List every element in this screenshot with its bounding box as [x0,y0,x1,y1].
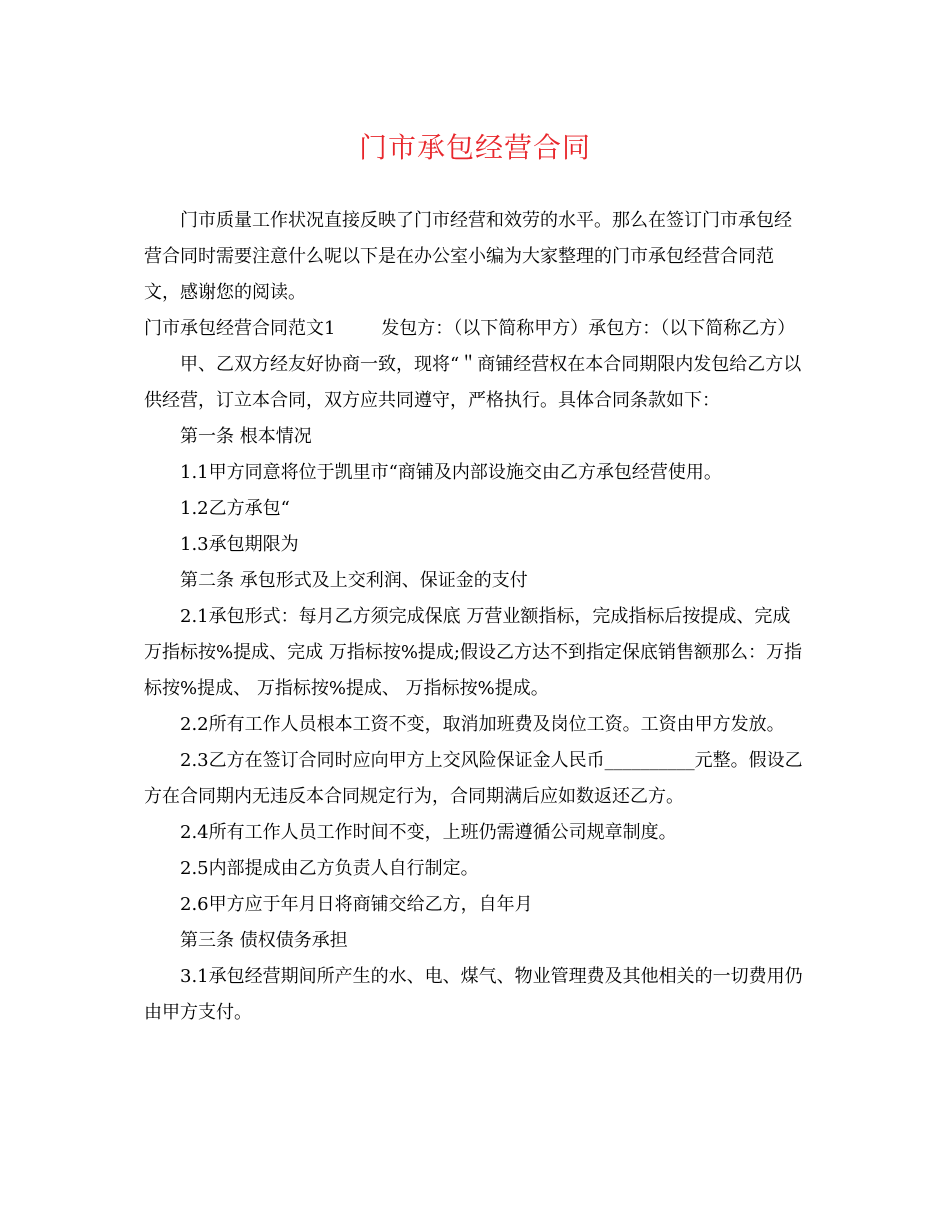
clause-2-2: 2.2所有工作人员根本工资不变，取消加班费及岗位工资。工资由甲方发放。 [180,714,785,735]
intro-paragraph: 门市质量工作状况直接反映了门市经营和效劳的水平。那么在签订门市承包经营合同时需要注意什么呢以下是在办公室小编为大家整理的门市承包经营合同范文，感谢您的阅读。 [144,210,792,303]
clause-1-2: 1.2乙方承包“ [180,498,290,519]
article-1-title: 第一条 根本情况 [180,426,312,447]
document-body [144,203,806,1031]
clause-1-1: 1.1甲方同意将位于凯里市“商铺及内部设施交由乙方承包经营使用。 [180,462,722,483]
sample-heading: 门市承包经营合同范文1 发包方：（以下简称甲方）承包方：（以下简称乙方） [144,318,796,339]
article-2-title: 第二条 承包形式及上交利润、保证金的支付 [180,570,528,591]
clause-2-5: 2.5内部提成由乙方负责人自行制定。 [180,858,479,879]
agreement-paragraph: 甲、乙双方经友好协商一致，现将“＂商铺经营权在本合同期限内发包给乙方以供经营，订立本合同，双方应共同遵守，严格执行。具体合同条款如下： [144,354,802,411]
clause-2-1: 2.1承包形式：每月乙方须完成保底 万营业额指标，完成指标后按提成、完成 万指标按%提成、完成 万指标按%提成;假设乙方达不到指定保底销售额那么：万指标按%提成、 万指标按%提成、 万指标按%提成。 [144,606,802,699]
clause-2-6: 2.6甲方应于年月日将商铺交给乙方，自年月 [180,894,533,915]
clause-2-3: 2.3乙方在签订合同时应向甲方上交风险保证金人民币__________元整。假设乙方在合同期内无违反本合同规定行为，合同期满后应如数返还乙方。 [144,750,803,807]
document-title: 门市承包经营合同 [358,131,591,164]
article-3-title: 第三条 债权债务承担 [180,930,348,951]
clause-1-3: 1.3承包期限为 [180,534,299,555]
clause-2-4: 2.4所有工作人员工作时间不变，上班仍需遵循公司规章制度。 [180,822,677,843]
clause-3-1: 3.1承包经营期间所产生的水、电、煤气、物业管理费及其他相关的一切费用仍由甲方支付。 [144,966,803,1023]
